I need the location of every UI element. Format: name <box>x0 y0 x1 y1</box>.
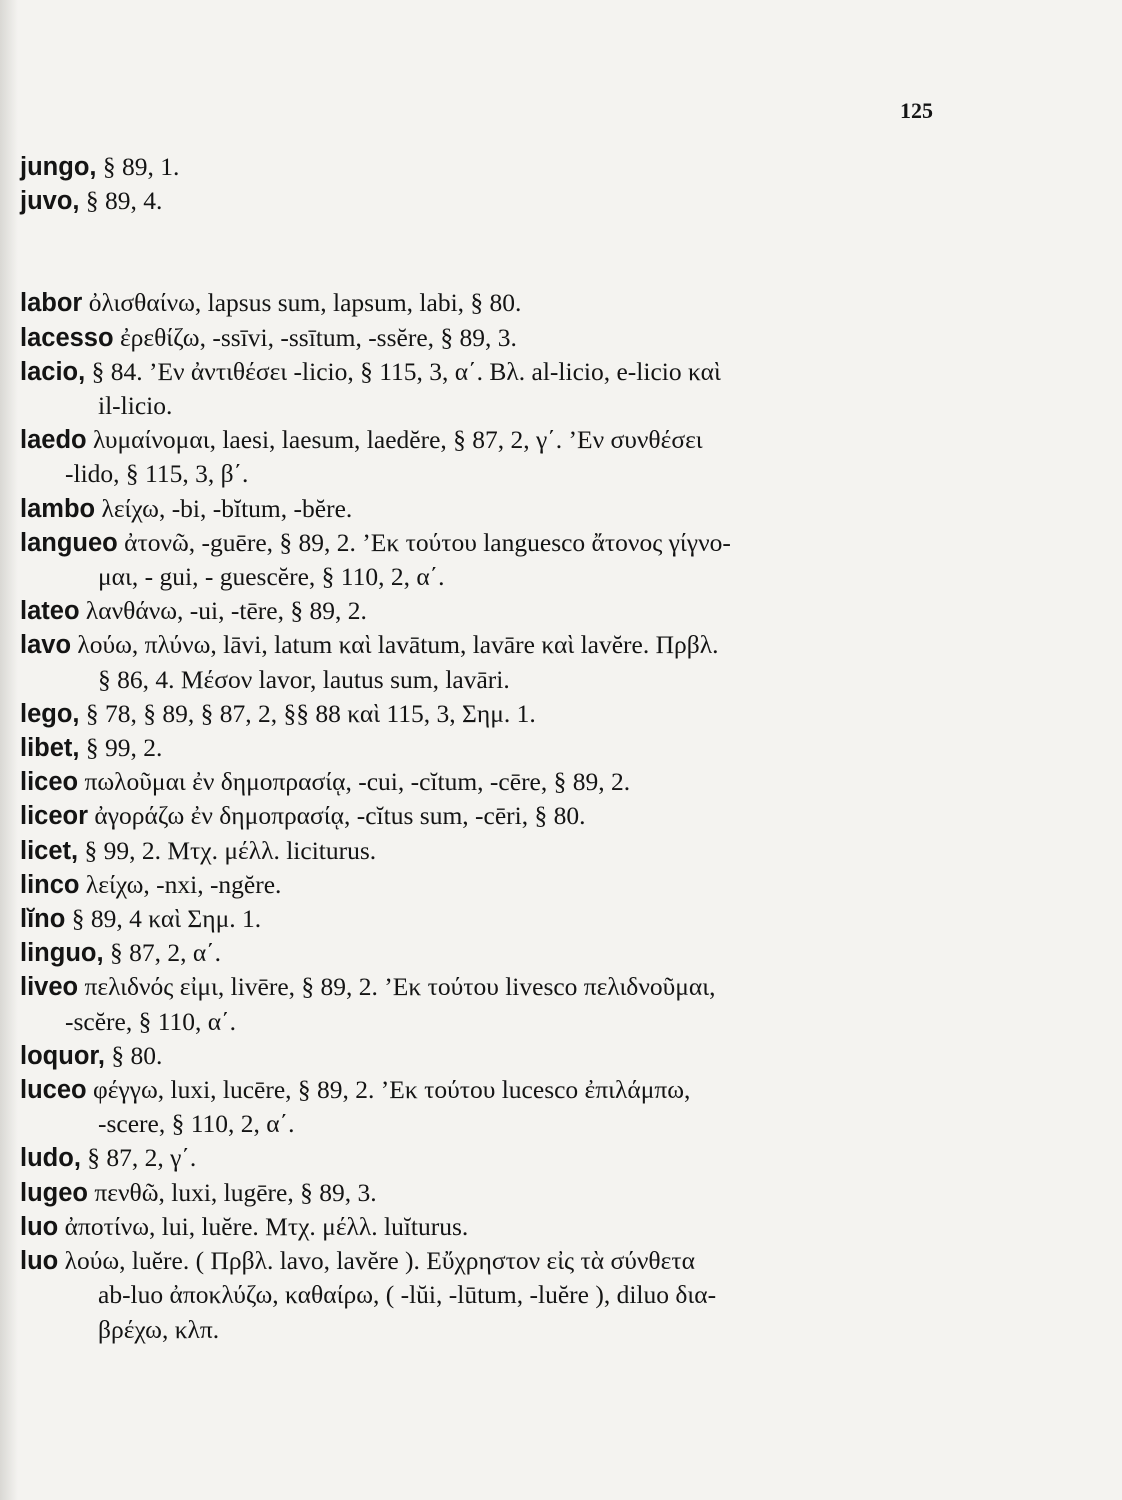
headword: lacio, <box>20 357 86 386</box>
entry-langueo <box>20 526 960 594</box>
entry-lacio <box>20 355 960 423</box>
entry-lambo <box>20 492 960 526</box>
definition-continuation: -scere, § 110, 2, α΄. <box>98 1109 295 1139</box>
headword: linco <box>20 870 80 899</box>
definition-continuation: μαι, - gui, - guescĕre, § 110, 2, α΄. <box>98 562 445 592</box>
entry-lavo <box>20 628 960 696</box>
headword: libet, <box>20 734 80 763</box>
entry-loquor <box>20 1039 960 1073</box>
headword: lugeo <box>20 1178 88 1207</box>
headword: linguo, <box>20 939 104 968</box>
headword: juvo, <box>20 187 80 216</box>
definition: § 87, 2, α΄. <box>103 938 222 968</box>
definition: § 80. <box>105 1040 163 1070</box>
entry-lateo <box>20 594 960 628</box>
headword: lambo <box>20 494 96 523</box>
definition: λανθάνω, -ui, -tēre, § 89, 2. <box>79 596 367 626</box>
headword: lĭno <box>20 905 66 934</box>
headword: liceo <box>20 768 79 797</box>
definition-continuation: -scĕre, § 110, α΄. <box>65 1006 237 1036</box>
entry-luo-2 <box>20 1244 960 1347</box>
entry-linco <box>20 868 960 902</box>
entry-luceo <box>20 1073 960 1141</box>
definition: § 99, 2. Μτχ. μέλλ. liciturus. <box>78 835 377 865</box>
entry-laedo <box>20 423 960 491</box>
definition: φέγγω, luxi, lucēre, § 89, 2. ’Εκ τούτου lucesco ἐπιλάμπω, <box>86 1075 691 1105</box>
headword: lego, <box>20 699 80 728</box>
headword: ludo, <box>20 1144 81 1173</box>
definition: § 89, 1. <box>96 152 180 181</box>
headword: lacesso <box>20 323 114 352</box>
definition: λούω, πλύνω, lāvi, latum καὶ lavātum, lavāre καὶ lavĕre. Πρβλ. <box>71 630 719 660</box>
definition-continuation: § 86, 4. Μέσον lavor, lautus sum, lavāri. <box>98 664 510 694</box>
entry-lugeo <box>20 1176 960 1210</box>
definition: πενθῶ, luxi, lugēre, § 89, 3. <box>88 1177 377 1207</box>
definition-continuation: -lido, § 115, 3, β΄. <box>65 459 249 489</box>
definition: § 89, 4. <box>79 186 163 216</box>
entry-juvo <box>20 184 960 218</box>
entry-ludo <box>20 1141 960 1175</box>
entry-liceo <box>20 765 960 799</box>
dictionary-entries <box>20 150 960 1347</box>
definition: λυμαίνομαι, laesi, laesum, laedĕre, § 87, 2, γ΄. ’Εν συνθέσει <box>86 425 703 455</box>
headword: labor <box>20 289 83 318</box>
headword: loquor, <box>20 1041 105 1070</box>
headword: jungo, <box>20 153 97 181</box>
headword: liveo <box>20 973 79 1002</box>
definition: λείχω, -nxi, -ngĕre. <box>79 869 282 899</box>
headword: lateo <box>20 597 80 626</box>
definition-continuation: βρέχω, κλπ. <box>98 1314 220 1344</box>
definition: § 78, § 89, § 87, 2, §§ 88 καὶ 115, 3, Σημ. 1. <box>79 698 536 728</box>
entry-lino <box>20 902 960 936</box>
definition: λείχω, -bi, -bĭtum, -bĕre. <box>95 493 353 523</box>
definition: § 99, 2. <box>79 733 163 763</box>
definition: § 87, 2, γ΄. <box>80 1143 197 1173</box>
headword: langueo <box>20 528 118 557</box>
definition: πελιδνός εἰμι, livēre, § 89, 2. ’Εκ τούτου livesco πελιδνοῦμαι, <box>78 972 716 1002</box>
entry-licet <box>20 834 960 868</box>
entry-libet <box>20 731 960 765</box>
definition: πωλοῦμαι ἐν δημοπρασίᾳ, -cui, -cĭtum, -cēre, § 89, 2. <box>78 767 631 797</box>
definition: ἀποτίνω, lui, luĕre. Μτχ. μέλλ. luĭturus. <box>58 1211 469 1241</box>
entry-liceor <box>20 799 960 833</box>
headword: luceo <box>20 1076 87 1105</box>
definition-continuation: il-licio. <box>98 391 173 421</box>
headword: liceor <box>20 802 89 831</box>
entry-liveo <box>20 970 960 1038</box>
headword: lavo <box>20 631 72 660</box>
definition: § 89, 4 καὶ Σημ. 1. <box>65 904 262 934</box>
definition: λούω, luĕre. ( Πρβλ. lavo, lavĕre ). Εὔχρηστον εἰς τὰ σύνθετα <box>58 1246 695 1276</box>
definition: ὀλισθαίνω, lapsus sum, lapsum, labi, § 80. <box>82 288 522 318</box>
page-edge-shadow <box>0 0 18 1500</box>
definition: § 84. ’Εν ἀντιθέσει -licio, § 115, 3, α΄. Βλ. al-licio, e-licio καὶ <box>85 356 721 386</box>
definition: ἐρεθίζω, -ssīvi, -ssītum, -ssĕre, § 89, 3. <box>113 322 517 352</box>
entry-labor <box>20 286 960 320</box>
entry-luo-1 <box>20 1210 960 1244</box>
headword: luo <box>20 1247 59 1276</box>
entry-linguo <box>20 936 960 970</box>
headword: laedo <box>20 426 87 455</box>
entry-lego <box>20 697 960 731</box>
headword: luo <box>20 1212 59 1241</box>
definition: ἀτονῶ, -guēre, § 89, 2. ’Εκ τούτου languesco ἄτονος γίγνο- <box>117 527 731 557</box>
definition: ἀγοράζω ἐν δημοπρασίᾳ, -cĭtus sum, -cēri, § 80. <box>88 801 586 831</box>
entry-lacesso <box>20 321 960 355</box>
entry-jungo <box>20 150 960 184</box>
definition-continuation: ab-luo ἀποκλύζω, καθαίρω, ( -lŭi, -lūtum, -luĕre ), diluo δια- <box>98 1280 717 1310</box>
headword: licet, <box>20 836 79 865</box>
page-number: 125 <box>900 98 933 123</box>
